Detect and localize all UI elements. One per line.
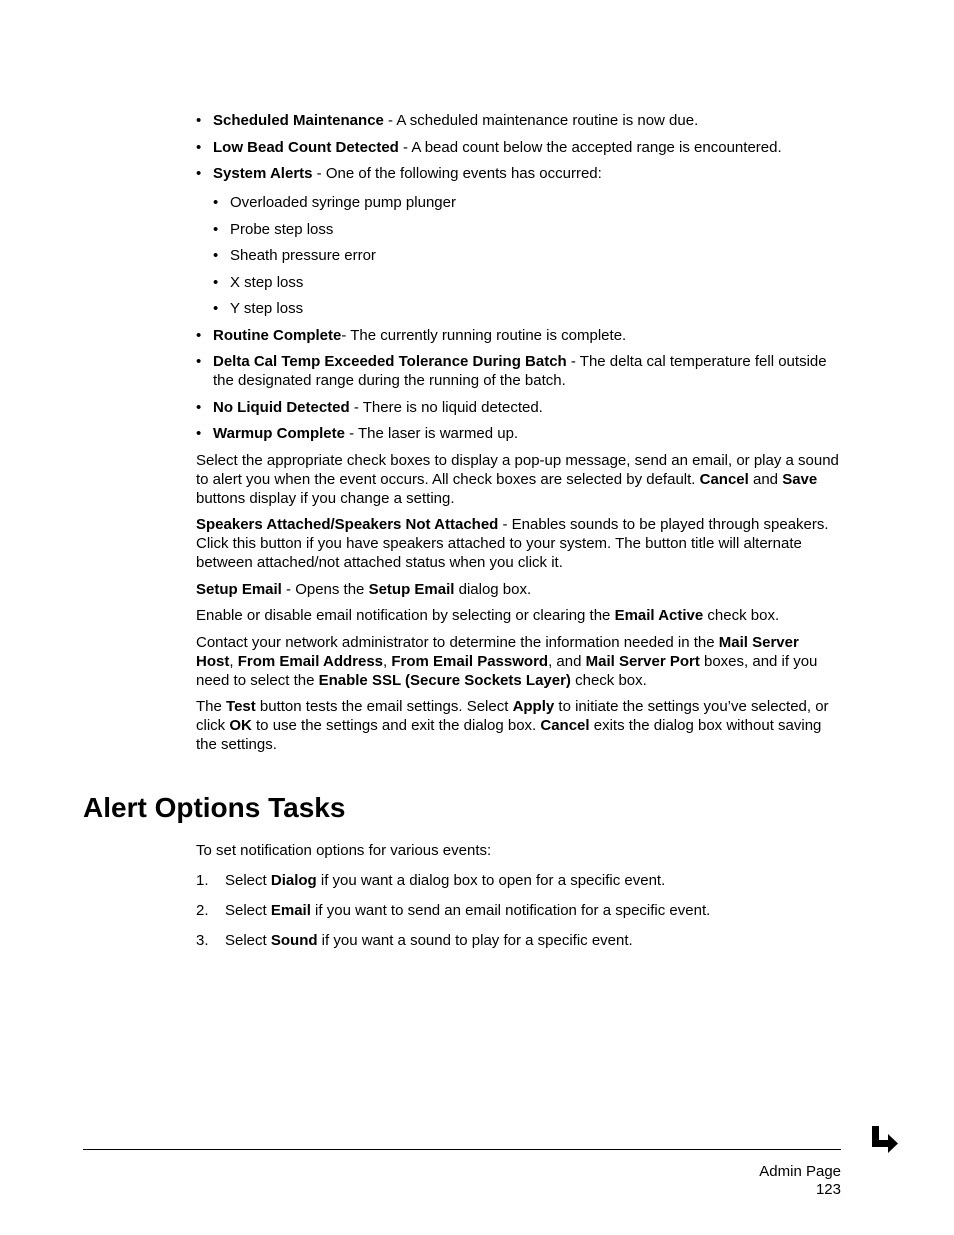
sub-list-item: • Y step loss xyxy=(213,299,840,318)
numbered-step: 3. Select Sound if you want a sound to play for a specific event. xyxy=(196,932,633,949)
numbered-step: 1. Select Dialog if you want a dialog box to open for a specific event. xyxy=(196,872,666,889)
page-number: 123 xyxy=(815,1181,841,1198)
sub-list-item: • Sheath pressure error xyxy=(213,246,840,265)
list-item: • Scheduled Maintenance - A scheduled maintenance routine is now due. xyxy=(196,111,840,130)
page-footer xyxy=(759,1163,841,1199)
list-item: • No Liquid Detected - There is no liquid detected. xyxy=(196,398,840,417)
paragraph-mail-server: Contact your network administrator to determine the information needed in the Mail Server Host, From Email Address, From Email Password, and Mail Server Port boxes, and if you need to select the Enable SSL (Secure Sockets Layer) check box. xyxy=(196,633,818,689)
footer-divider xyxy=(83,1149,841,1150)
body-content xyxy=(196,111,840,762)
paragraph-test-button: The Test button tests the email settings. Select Apply to initiate the settings you’ve selected, or click OK to use the settings and exit the dialog box. Cancel exits the dialog box without saving the settings. xyxy=(196,698,829,753)
paragraph-setup-email: Setup Email - Opens the Setup Email dialog box. xyxy=(196,580,532,598)
tasks-intro: To set notification options for various events: xyxy=(196,842,492,859)
list-item: • Low Bead Count Detected - A bead count below the accepted range is encountered. xyxy=(196,138,840,157)
paragraph-speakers: Speakers Attached/Speakers Not Attached - Enables sounds to be played through speakers. Click this button if you have speakers attached to your system. The button title will alternate between attached/not attached status when you click it. xyxy=(196,516,829,571)
sub-list-item: • X step loss xyxy=(213,273,840,292)
section-heading: Alert Options Tasks xyxy=(83,792,346,823)
tasks-section xyxy=(196,841,840,950)
list-item: • System Alerts - One of the following events has occurred: xyxy=(196,164,840,183)
system-alerts-sublist xyxy=(213,193,840,318)
footer-section-label: Admin Page xyxy=(759,1163,841,1180)
sub-list-item: • Probe step loss xyxy=(213,220,840,239)
list-item: • Delta Cal Temp Exceeded Tolerance During Batch - The delta cal temperature fell outside the designated range during the running of the batch. xyxy=(196,352,840,390)
list-item: • Warmup Complete - The laser is warmed up. xyxy=(196,424,840,443)
paragraph-checkboxes: Select the appropriate check boxes to display a pop-up message, send an email, or play a sound to alert you when the event occurs. All check boxes are selected by default. Cancel and Save buttons display if you change a setting. xyxy=(196,451,839,507)
sub-list-item: • Overloaded syringe pump plunger xyxy=(213,193,840,212)
list-item: • Routine Complete- The currently running routine is complete. xyxy=(196,326,840,345)
continue-arrow-icon xyxy=(870,1124,900,1154)
paragraph-email-active: Enable or disable email notification by selecting or clearing the Email Active check box. xyxy=(196,607,780,624)
numbered-step: 2. Select Email if you want to send an email notification for a specific event. xyxy=(196,902,711,919)
